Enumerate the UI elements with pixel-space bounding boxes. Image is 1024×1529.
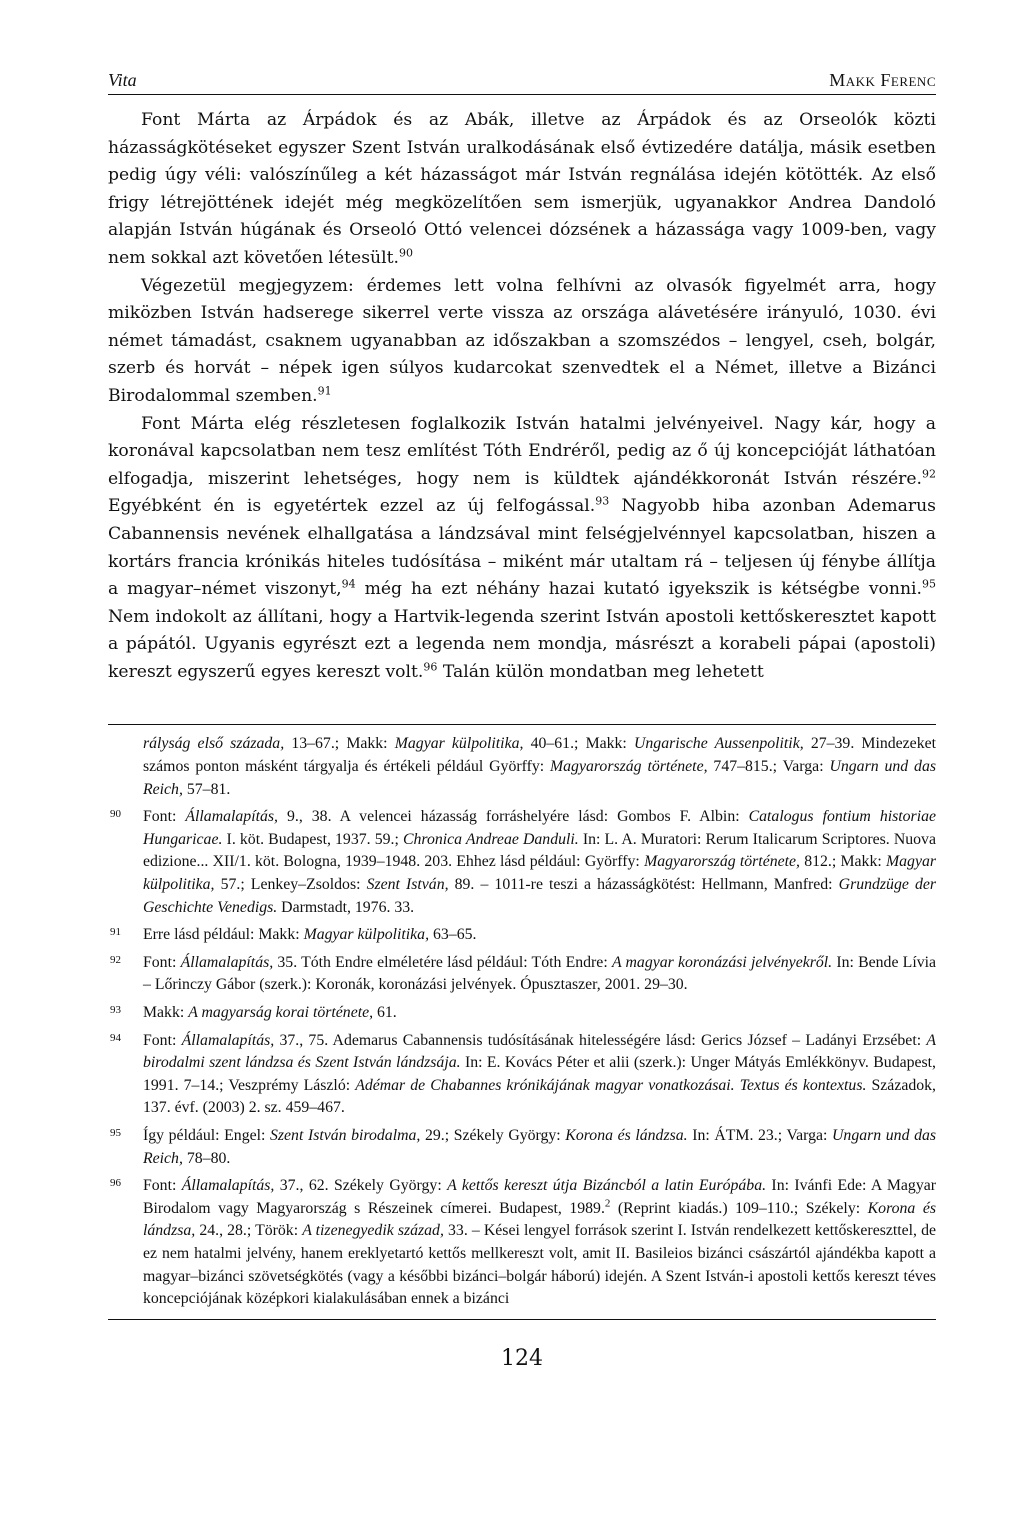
footer-rule <box>108 1319 936 1320</box>
paragraph: Végezetül megjegyzem: érdemes lett volna felhívni az olvasók figyelmét arra, hogy miközben István hadserege sikerrel verte vissza az országa alávetésére irányuló, 1030. évi német támadást, csaknem ugyanabban az időszakban a szomszédos – lengyel, cseh, bolgár, szerb és horvát – népek igen súlyos kudarcokat szenvedtek el a Német, illetve a Bizánci Birodalommal szemben.$^{91}$ <box>108 275 936 406</box>
footnote-number: 93 <box>110 1004 121 1016</box>
header-section-title: Vita <box>108 70 137 90</box>
paragraph: Font Márta az Árpádok és az Abák, illetve az Árpádok és az Orseolók közti házasságkötéseket egyszer Szent István uralkodásának első évtizedére datálja, másik esetben pedig úgy véli: valószínűleg a két házasságot már István regnálása idején kötötték. Az első frigy létrejöttének idejét még megközelítően sem ismerjük, ugyanakkor Andrea Dandoló alapján István húgának és Orseoló Ottó velencei dózsének a házassága vagy 1009-ben, vagy nem sokkal azt követően létesült.$^{90}$ <box>108 110 936 268</box>
footnote-ref: 93 <box>595 494 610 508</box>
footnote-number: 95 <box>110 1126 121 1139</box>
running-header <box>108 70 936 95</box>
footnote-91: 91 Erre lásd például: Makk: Magyar külpolitika, 63–65. <box>108 924 936 947</box>
footnote-96: 96 Font: Államalapítás, 37., 62. Székely György: A kettős kereszt útja Bizáncból a latin Európába. In: Ivánfi Ede: A Magyar Birodalom vagy Magyarország s Részeinek címerei. Budapest, 1989.$^2$ (Reprint kiadás.) 109–110.; Székely: Korona és lándzsa, 24., 28.; Török: A tizenegyedik század, 33. – Kései lengyel források szerint I. István rendelkezett kettőskereszttel, de ez nem hatalmi jelvény, hanem ereklyetartó kettős mellkereszt volt, amit II. Basileios bizánci császártól ajándékba kapott a magyar–bizánci szövetségkötés (vagy a későbbi bizánci–bolgár háború) idején. A Szent István-i apostoli kettős kereszt téves koncepciójának középkori kialakulásában ennek a bizánci <box>108 1175 936 1311</box>
footnote-ref: 90 <box>399 246 413 260</box>
footnote-number: 90 <box>110 808 121 821</box>
header-author: Makk Ferenc <box>829 70 936 90</box>
footnote-number: 96 <box>110 1177 121 1190</box>
footnote-94: 94 Font: Államalapítás, 37., 75. Ademarus Cabannensis tudósításának hitelességére lásd: Gerics József – Ladányi Erzsébet: A birodalmi szent lándzsa és Szent István lándzsája. In: E. Kovács Péter et alii (szerk.): Unger Mátyás Emlékkönyv. Budapest, 1991. 7–14.; Veszprémy László: Adémar de Chabannes krónikájának magyar vonatkozásai. Textus és kontextus. Századok, 137. évf. (2003) 2. sz. 459–467. <box>108 1030 936 1120</box>
footnote-95: 95 Így például: Engel: Szent István birodalma, 29.; Székely György: Korona és lándzsa. In: ÁTM. 23.; Varga: Ungarn und das Reich, 78–80. <box>108 1125 936 1170</box>
footnote-continuation: rályság első százada, 13–67.; Makk: Magyar külpolitika, 40–61.; Makk: Ungarische Aussenpolitik, 27–39. Mindezeket számos ponton másként tárgyalja és értékeli például Györffy: Magyarország története, 747–815.; Varga: Ungarn und das Reich, 57–81. <box>143 735 937 798</box>
footnote-ref: 95 <box>922 577 937 591</box>
footnote-number: 91 <box>110 926 121 939</box>
footnote-ref: 91 <box>317 384 332 398</box>
footnote-ref: 92 <box>922 466 936 480</box>
footnote-93: 93 Makk: A magyarság korai története, 61. <box>108 1002 936 1025</box>
page-number: 124 <box>501 1345 543 1371</box>
footnote-ref: 96 <box>423 660 438 674</box>
footnote-number: 92 <box>110 953 121 966</box>
page <box>108 70 936 1371</box>
footnote-90: 90 Font: Államalapítás, 9., 38. A velencei házasság forráshelyére lásd: Gombos F. Albin: Catalogus fontium historiae Hungaricae. I. köt. Budapest, 1937. 59.; Chronica Andreae Danduli. In: L. A. Muratori: Rerum Italicarum Scriptores. Nuova edizione... XII/1. köt. Bologna, 1939–1948. 203. Ehhez lásd például: Györffy: Magyarország története, 812.; Makk: Magyar külpolitika, 57.; Lenkey–Zsoldos: Szent István, 89. – 1011-re teszi a házasságkötést: Hellmann, Manfred: Grundzüge der Geschichte Venedigs. Darmstadt, 1976. 33. <box>108 806 936 919</box>
footnote-92: 92 Font: Államalapítás, 35. Tóth Endre elméletére lásd például: Tóth Endre: A magyar koronázási jelvényekről. In: Bende Lívia – Lőrinczy Gábor (szerk.): Koronák, koronázási jelvények. Ópusztaszer, 2001. 29–30. <box>108 952 936 997</box>
paragraph: Font Márta elég részletesen foglalkozik István hatalmi jelvényeivel. Nagy kár, hogy a koronával kapcsolatban nem tesz említést Tóth Endréről, pedig az ő új koncepcióját láthatóan elfogadja, miszerint lehetséges, hogy nem is küldtek ajándékkoronát István részére.$^{92}$ Egyébként én is egyetértek ezzel az új felfogással.$^{93}$ Nagyobb hiba azonban Ademarus Cabannensis nevének elhallgatása a lándzsával mint felségjelvénnyel kapcsolatban, hiszen a kortárs francia krónikás hiteles tudósítása – miként már utaltam rá – teljesen új fénybe állítja a magyar–német viszonyt,$^{94}$ még ha ezt néhány hazai kutató igyekszik is kétségbe vonni.$^{95}$ Nem indokolt az állítani, hogy a Hartvik-legenda szerint István apostoli kettőskeresztet kapott a pápától. Ugyanis egyrészt ezt a legenda nem mondja, másrészt a korabeli pápai (apostoli) kereszt egyszerű egyes kereszt volt.$^{96}$ Talán külön mondatban meg lehetett <box>108 413 937 682</box>
footnote-ref: 94 <box>341 577 356 591</box>
main-text <box>108 107 936 686</box>
footnote-number: 94 <box>110 1031 121 1044</box>
footnote-separator <box>108 724 936 725</box>
footnotes <box>108 733 936 1310</box>
